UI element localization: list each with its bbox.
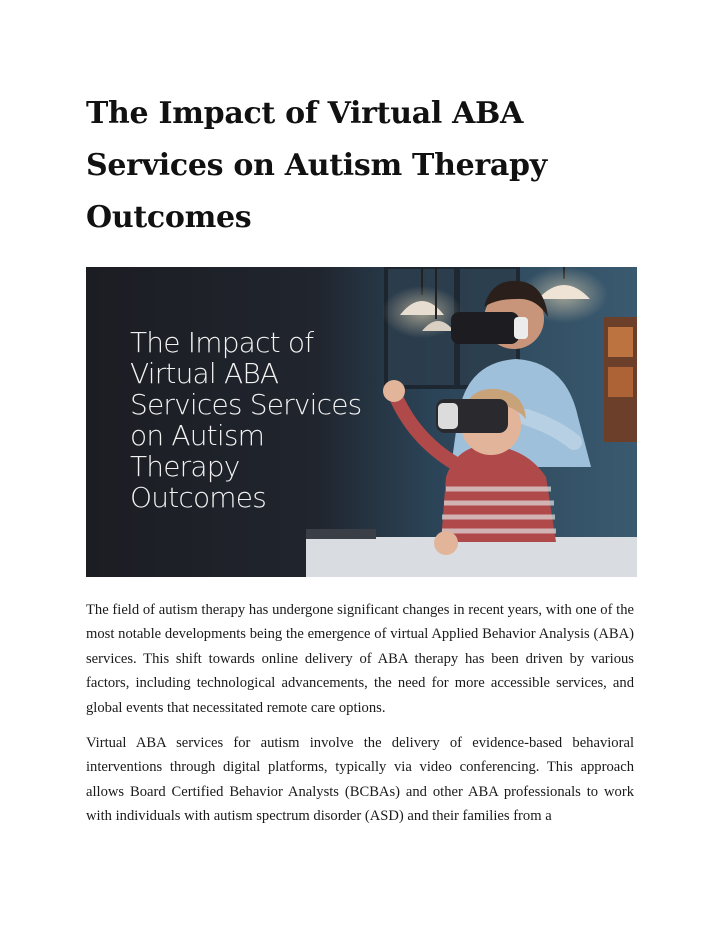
body-paragraph: The field of autism therapy has undergone significant changes in recent years, with one of the most notable developments being the emergence of virtual Applied Behavior Analysis (ABA) services. This shift towards online delivery of ABA therapy has been driven by various factors, including technological advancements, the need for more accessible services, and global events that necessitated remote care options. bbox=[86, 602, 634, 716]
body-paragraph: Virtual ABA services for autism involve the delivery of evidence-based behavioral interventions through digital platforms, typically via video conferencing. This approach allows Board Certified Behavior Analysts (BCBAs) and other ABA professionals to work with individuals with autism spectrum disorder (ASD) and their families from a bbox=[86, 735, 634, 825]
bookshelf bbox=[604, 317, 637, 442]
hero-overlay-text: The Impact of Virtual ABA Services Services on Autism Therapy Outcomes bbox=[130, 326, 362, 514]
page-title: The Impact of Virtual ABA Services on Autism Therapy Outcomes bbox=[86, 96, 547, 235]
hero-image bbox=[86, 267, 637, 577]
